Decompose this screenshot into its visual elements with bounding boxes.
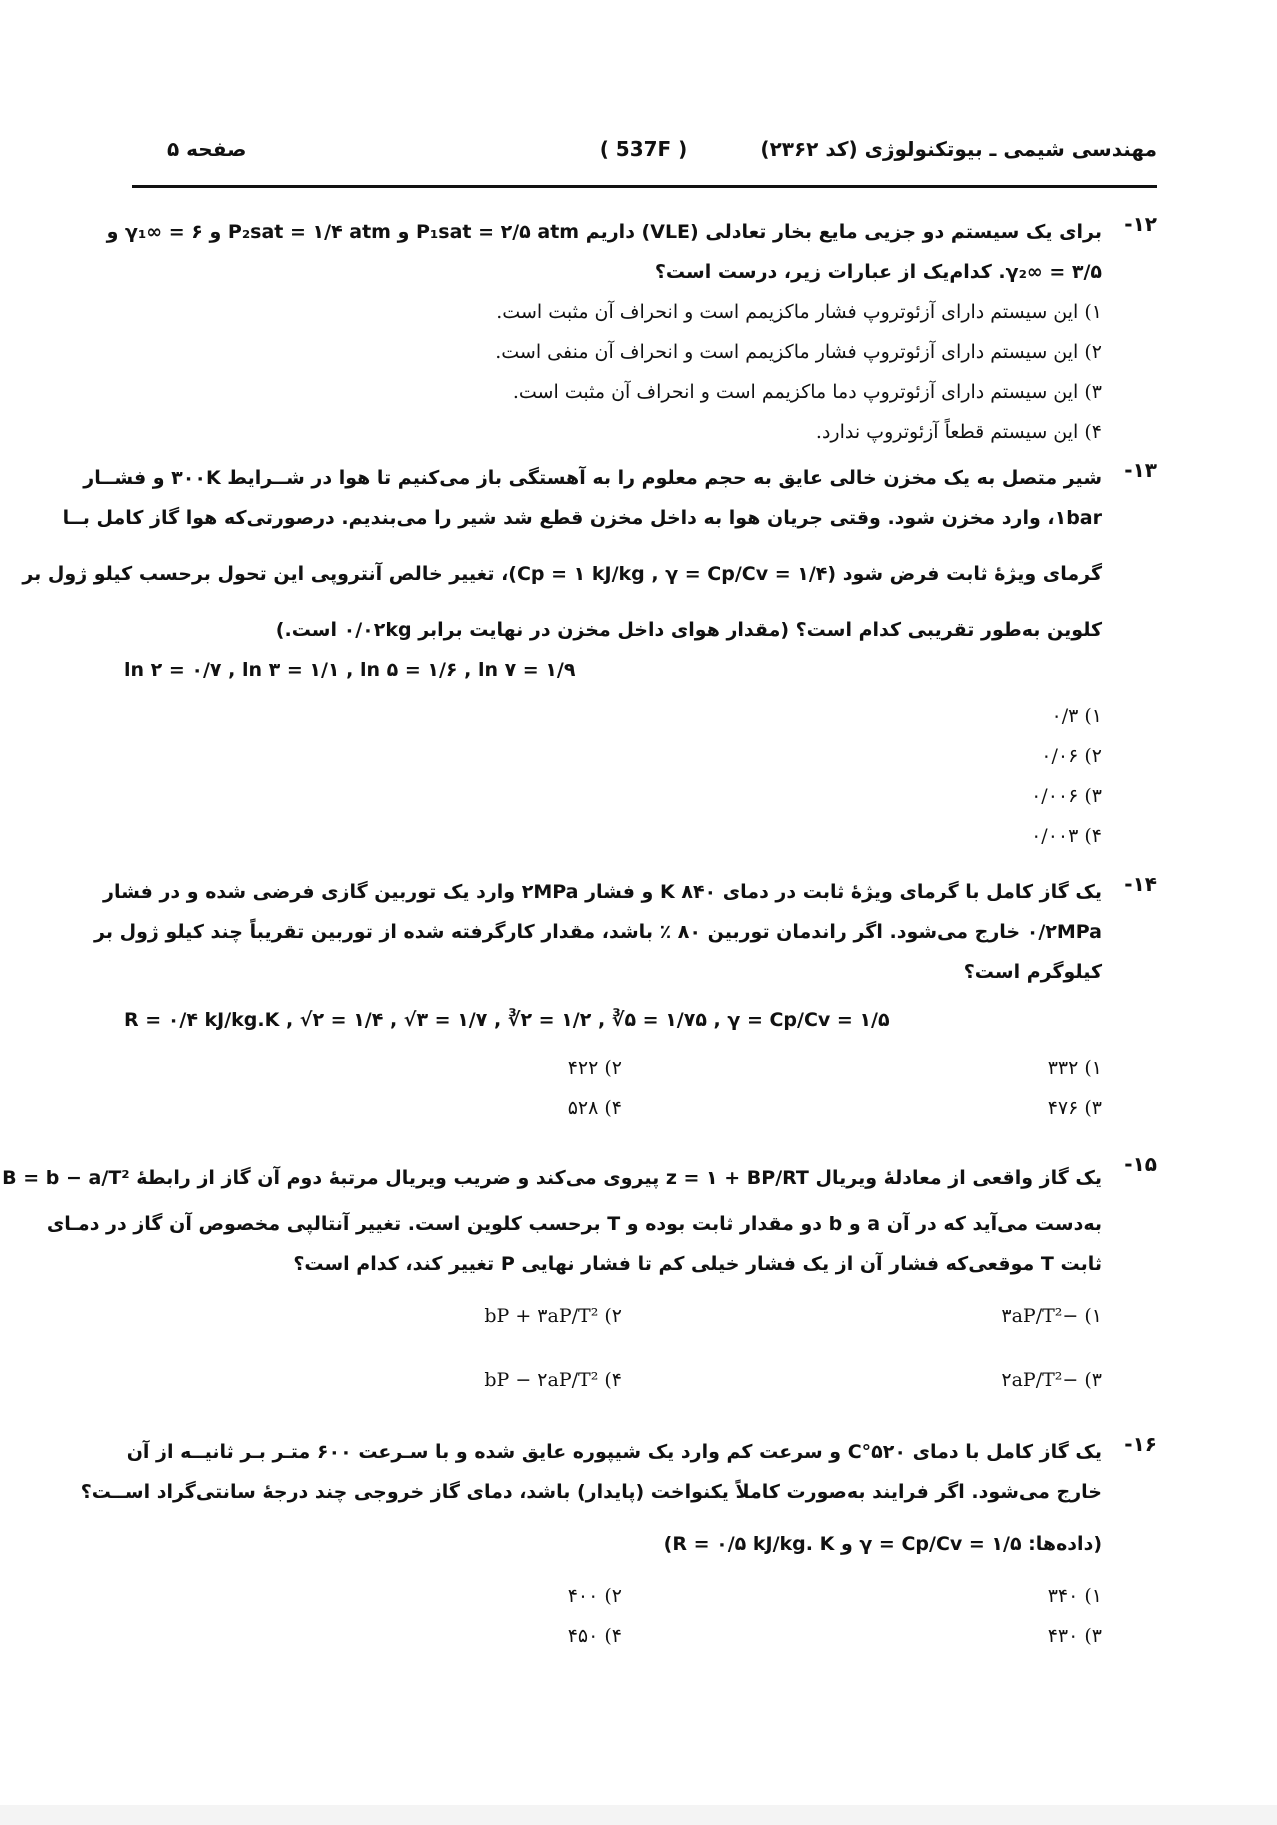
booklet-code: ( 537F ) <box>599 137 688 161</box>
question-text: یک گاز واقعی از معادلهٔ ویریال z = ۱ + BP/RT پیروی می‌کند و ضریب ویریال مرتبهٔ دوم آن گاز از رابطهٔ B = b − a/T² <box>2 1167 1102 1189</box>
answer-option[interactable]: ۱) ۳۴۰ <box>1047 1585 1102 1607</box>
question-number: ۱۴- <box>1124 872 1157 896</box>
header-divider <box>132 185 1157 188</box>
answer-option[interactable]: ۳) این سیستم دارای آزئوتروپ دما ماکزیمم است و انحراف آن مثبت است. <box>512 381 1102 403</box>
question-text: شیر متصل به یک مخزن خالی عایق به حجم معلوم را به آهستگی باز می‌کنیم تا هوا در شــرایط ۳۰۰K و فشــار <box>83 467 1102 489</box>
answer-option[interactable]: ۴) ۵۲۸ <box>567 1097 622 1119</box>
question-number: ۱۶- <box>1124 1432 1157 1456</box>
answer-option[interactable]: ۳) ۴۳۰ <box>1047 1625 1102 1647</box>
answer-option[interactable]: ۴) ۴۵۰ <box>567 1625 622 1647</box>
answer-option[interactable]: ۳) −۲aP/T² <box>1001 1369 1102 1391</box>
question-14 <box>94 872 1157 1128</box>
answer-option[interactable]: ۲) ۰/۰۶ <box>1041 745 1102 767</box>
question-text: به‌دست می‌آید که در آن a و b دو مقدار ثابت بوده و T برحسب کلوین است. تغییر آنتالپی مخصوص آن گاز در دمـای <box>46 1213 1102 1235</box>
answer-option[interactable]: ۴) این سیستم قطعاً آزئوتروپ ندارد. <box>815 421 1102 443</box>
answer-option[interactable]: ۱) −۳aP/T² <box>1001 1305 1102 1327</box>
answer-option[interactable]: ۱) ۰/۳ <box>1051 705 1102 727</box>
answer-option[interactable]: ۱) این سیستم دارای آزئوتروپ فشار ماکزیمم است و انحراف آن مثبت است. <box>496 301 1102 323</box>
question-13 <box>22 458 1157 856</box>
exam-title: مهندسی شیمی ـ بیوتکنولوژی (کد ۲۳۶۲) <box>760 137 1157 161</box>
question-16 <box>80 1432 1157 1656</box>
answer-option[interactable]: ۲) bP + ۳aP/T² <box>484 1305 622 1327</box>
answer-option[interactable]: ۲) این سیستم دارای آزئوتروپ فشار ماکزیمم است و انحراف آن منفی است. <box>495 341 1102 363</box>
question-text: ثابت T موقعی‌که فشار آن از یک فشار خیلی کم تا فشار نهایی P تغییر کند، کدام است؟ <box>293 1253 1102 1275</box>
page-bottom-margin <box>0 1805 1277 1825</box>
question-number: ۱۲- <box>1124 212 1157 236</box>
answer-option[interactable]: ۳) ۴۷۶ <box>1047 1097 1102 1119</box>
question-15 <box>2 1152 1157 1412</box>
question-text: یک گاز کامل با گرمای ویژهٔ ثابت در دمای ۸۴۰ K و فشار ۲MPa وارد یک توربین گازی فرضی شده و در فشار <box>103 881 1102 903</box>
given-data: (داده‌ها: γ = Cp/Cv = ۱/۵ و R = ۰/۵ kJ/kg. K) <box>663 1533 1102 1555</box>
page-number: صفحه ۵ <box>167 137 247 161</box>
given-data: R = ۰/۴ kJ/kg.K , √۲ = ۱/۴ , √۳ = ۱/۷ , ∛۲ = ۱/۲ , ∛۵ = ۱/۷۵ , γ = Cp/Cv = ۱/۵ <box>124 1009 890 1031</box>
question-text: برای یک سیستم دو جزیی مایع بخار تعادلی (VLE) داریم P₁sat = ۲/۵ atm و P₂sat = ۱/۴ atm و γ₁∞ = ۶ و <box>106 221 1102 243</box>
answer-option[interactable]: ۱) ۳۳۲ <box>1047 1057 1102 1079</box>
given-data: ln ۲ = ۰/۷ , ln ۳ = ۱/۱ , ln ۵ = ۱/۶ , ln ۷ = ۱/۹ <box>124 659 576 681</box>
question-number: ۱۳- <box>1124 458 1157 482</box>
question-text: گرمای ویژهٔ ثابت فرض شود (Cp = ۱ kJ/kg , γ = Cp/Cv = ۱/۴)، تغییر خالص آنتروپی این تحول برحسب کیلو ژول بر <box>22 563 1102 585</box>
question-12 <box>106 212 1157 452</box>
question-text: کیلوگرم است؟ <box>963 961 1102 983</box>
question-text: خارج می‌شود. اگر فرایند به‌صورت کاملاً یکنواخت (پایدار) باشد، دمای گاز خروجی چند درجهٔ سانتی‌گراد اســت؟ <box>80 1481 1102 1503</box>
question-text: γ₂∞ = ۳/۵. کدام‌یک از عبارات زیر، درست است؟ <box>654 261 1102 283</box>
answer-option[interactable]: ۲) ۴۰۰ <box>567 1585 622 1607</box>
answer-option[interactable]: ۴) bP − ۲aP/T² <box>484 1369 622 1391</box>
answer-option[interactable]: ۳) ۰/۰۰۶ <box>1031 785 1102 807</box>
page-header <box>130 137 1157 171</box>
question-text: کلوین به‌طور تقریبی کدام است؟ (مقدار هوای داخل مخزن در نهایت برابر ۰/۰۲kg است.) <box>275 619 1102 641</box>
answer-option[interactable]: ۴) ۰/۰۰۳ <box>1031 825 1102 847</box>
question-number: ۱۵- <box>1124 1152 1157 1176</box>
question-text: ۰/۲MPa خارج می‌شود. اگر راندمان توربین ۸۰ ٪ باشد، مقدار کارگرفته شده از توربین تقریباً چند کیلو ژول بر <box>94 921 1102 943</box>
question-text: یک گاز کامل با دمای ۵۲۰°C و سرعت کم وارد یک شیپوره عایق شده و با سـرعت ۶۰۰ متـر بـر ثانیــه از آن <box>126 1441 1102 1463</box>
answer-option[interactable]: ۲) ۴۲۲ <box>567 1057 622 1079</box>
question-text: ۱bar، وارد مخزن شود. وقتی جریان هوا به داخل مخزن قطع شد شیر را می‌بندیم. درصورتی‌که هوا گاز کامل بــا <box>62 507 1102 529</box>
